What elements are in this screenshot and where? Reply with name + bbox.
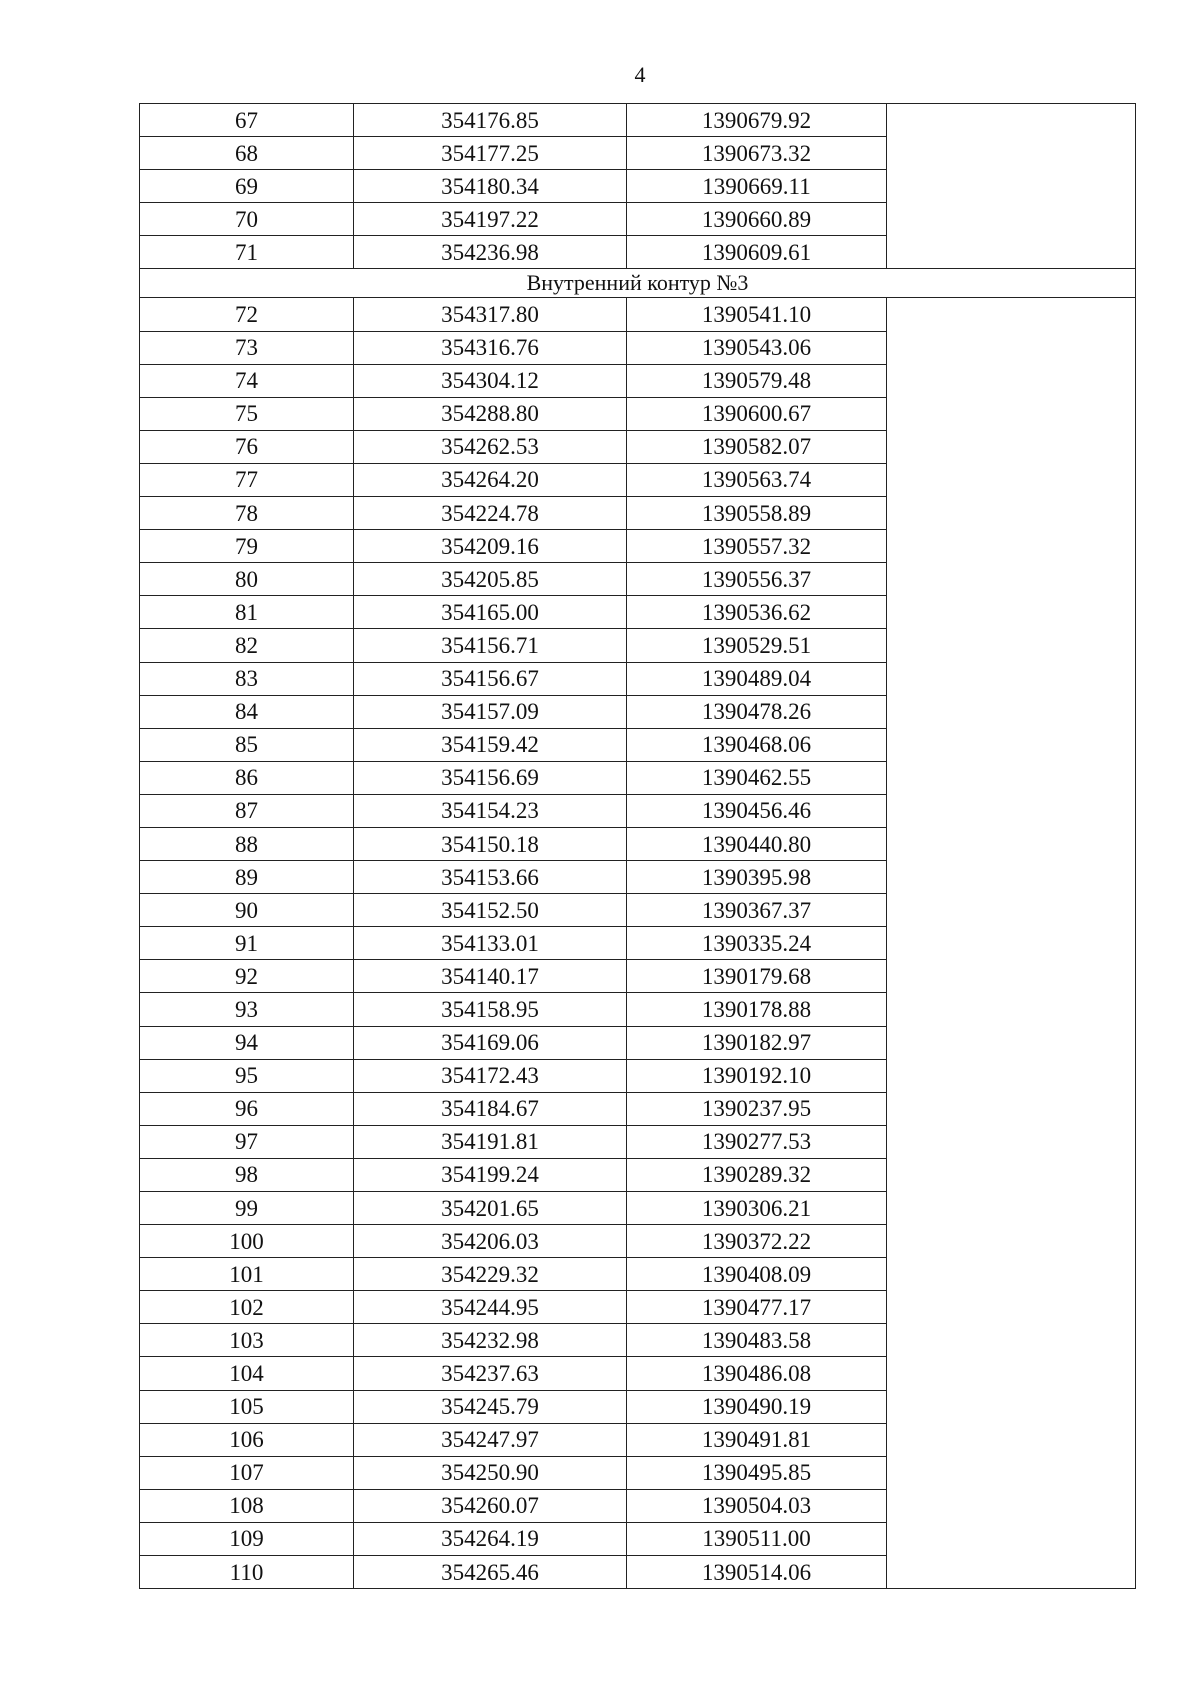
point-number-cell: 82 [140,629,354,662]
y-coordinate-cell: 1390372.22 [627,1225,887,1258]
point-number-cell: 70 [140,203,354,236]
x-coordinate-cell: 354288.80 [354,397,627,430]
point-number-cell: 92 [140,960,354,993]
y-coordinate-cell: 1390600.67 [627,397,887,430]
point-number-cell: 89 [140,861,354,894]
y-coordinate-cell: 1390335.24 [627,927,887,960]
point-number-cell: 103 [140,1324,354,1357]
y-coordinate-cell: 1390468.06 [627,728,887,761]
point-number-cell: 97 [140,1125,354,1158]
x-coordinate-cell: 354156.69 [354,761,627,794]
x-coordinate-cell: 354159.42 [354,728,627,761]
x-coordinate-cell: 354158.95 [354,993,627,1026]
section-header-row [140,269,1136,298]
point-number-cell: 85 [140,728,354,761]
x-coordinate-cell: 354153.66 [354,861,627,894]
y-coordinate-cell: 1390491.81 [627,1423,887,1456]
table-row [140,104,1136,137]
x-coordinate-cell: 354316.76 [354,331,627,364]
x-coordinate-cell: 354133.01 [354,927,627,960]
point-number-cell: 100 [140,1225,354,1258]
point-number-cell: 83 [140,662,354,695]
y-coordinate-cell: 1390182.97 [627,1026,887,1059]
y-coordinate-cell: 1390277.53 [627,1125,887,1158]
point-number-cell: 69 [140,170,354,203]
y-coordinate-cell: 1390462.55 [627,761,887,794]
point-number-cell: 73 [140,331,354,364]
point-number-cell: 95 [140,1059,354,1092]
x-coordinate-cell: 354205.85 [354,563,627,596]
x-coordinate-cell: 354165.00 [354,596,627,629]
x-coordinate-cell: 354264.19 [354,1522,627,1555]
point-number-cell: 101 [140,1258,354,1291]
x-coordinate-cell: 354237.63 [354,1357,627,1390]
y-coordinate-cell: 1390582.07 [627,430,887,463]
x-coordinate-cell: 354265.46 [354,1556,627,1589]
y-coordinate-cell: 1390679.92 [627,104,887,137]
y-coordinate-cell: 1390477.17 [627,1291,887,1324]
x-coordinate-cell: 354199.24 [354,1158,627,1191]
point-number-cell: 78 [140,497,354,530]
x-coordinate-cell: 354197.22 [354,203,627,236]
section-title: Внутренний контур №3 [140,269,1136,298]
y-coordinate-cell: 1390179.68 [627,960,887,993]
page-number: 4 [634,62,646,87]
point-number-cell: 84 [140,695,354,728]
x-coordinate-cell: 354206.03 [354,1225,627,1258]
y-coordinate-cell: 1390511.00 [627,1522,887,1555]
y-coordinate-cell: 1390478.26 [627,695,887,728]
x-coordinate-cell: 354150.18 [354,827,627,860]
point-number-cell: 104 [140,1357,354,1390]
y-coordinate-cell: 1390367.37 [627,894,887,927]
y-coordinate-cell: 1390178.88 [627,993,887,1026]
x-coordinate-cell: 354236.98 [354,236,627,269]
y-coordinate-cell: 1390395.98 [627,861,887,894]
x-coordinate-cell: 354157.09 [354,695,627,728]
table-row [140,298,1136,331]
point-number-cell: 108 [140,1489,354,1522]
y-coordinate-cell: 1390673.32 [627,137,887,170]
x-coordinate-cell: 354244.95 [354,1291,627,1324]
x-coordinate-cell: 354317.80 [354,298,627,331]
y-coordinate-cell: 1390486.08 [627,1357,887,1390]
y-coordinate-cell: 1390536.62 [627,596,887,629]
x-coordinate-cell: 354191.81 [354,1125,627,1158]
y-coordinate-cell: 1390192.10 [627,1059,887,1092]
y-coordinate-cell: 1390557.32 [627,530,887,563]
x-coordinate-cell: 354245.79 [354,1390,627,1423]
y-coordinate-cell: 1390529.51 [627,629,887,662]
y-coordinate-cell: 1390306.21 [627,1192,887,1225]
point-number-cell: 72 [140,298,354,331]
x-coordinate-cell: 354184.67 [354,1092,627,1125]
x-coordinate-cell: 354176.85 [354,104,627,137]
point-number-cell: 99 [140,1192,354,1225]
y-coordinate-cell: 1390556.37 [627,563,887,596]
point-number-cell: 105 [140,1390,354,1423]
y-coordinate-cell: 1390558.89 [627,497,887,530]
point-number-cell: 75 [140,397,354,430]
y-coordinate-cell: 1390543.06 [627,331,887,364]
point-number-cell: 90 [140,894,354,927]
x-coordinate-cell: 354169.06 [354,1026,627,1059]
y-coordinate-cell: 1390489.04 [627,662,887,695]
y-coordinate-cell: 1390504.03 [627,1489,887,1522]
notes-cell [887,298,1136,1589]
x-coordinate-cell: 354201.65 [354,1192,627,1225]
x-coordinate-cell: 354152.50 [354,894,627,927]
point-number-cell: 94 [140,1026,354,1059]
x-coordinate-cell: 354172.43 [354,1059,627,1092]
coordinates-table-body [140,104,1136,1589]
y-coordinate-cell: 1390563.74 [627,463,887,496]
point-number-cell: 91 [140,927,354,960]
y-coordinate-cell: 1390483.58 [627,1324,887,1357]
x-coordinate-cell: 354140.17 [354,960,627,993]
y-coordinate-cell: 1390237.95 [627,1092,887,1125]
x-coordinate-cell: 354156.67 [354,662,627,695]
point-number-cell: 106 [140,1423,354,1456]
x-coordinate-cell: 354232.98 [354,1324,627,1357]
x-coordinate-cell: 354209.16 [354,530,627,563]
point-number-cell: 98 [140,1158,354,1191]
x-coordinate-cell: 354304.12 [354,364,627,397]
point-number-cell: 68 [140,137,354,170]
notes-cell [887,104,1136,269]
point-number-cell: 67 [140,104,354,137]
y-coordinate-cell: 1390609.61 [627,236,887,269]
point-number-cell: 71 [140,236,354,269]
y-coordinate-cell: 1390669.11 [627,170,887,203]
point-number-cell: 93 [140,993,354,1026]
point-number-cell: 74 [140,364,354,397]
y-coordinate-cell: 1390541.10 [627,298,887,331]
y-coordinate-cell: 1390490.19 [627,1390,887,1423]
x-coordinate-cell: 354264.20 [354,463,627,496]
point-number-cell: 110 [140,1556,354,1589]
x-coordinate-cell: 354156.71 [354,629,627,662]
point-number-cell: 76 [140,430,354,463]
y-coordinate-cell: 1390660.89 [627,203,887,236]
point-number-cell: 77 [140,463,354,496]
x-coordinate-cell: 354250.90 [354,1456,627,1489]
x-coordinate-cell: 354229.32 [354,1258,627,1291]
point-number-cell: 79 [140,530,354,563]
y-coordinate-cell: 1390514.06 [627,1556,887,1589]
point-number-cell: 102 [140,1291,354,1324]
point-number-cell: 96 [140,1092,354,1125]
x-coordinate-cell: 354224.78 [354,497,627,530]
y-coordinate-cell: 1390579.48 [627,364,887,397]
x-coordinate-cell: 354247.97 [354,1423,627,1456]
y-coordinate-cell: 1390289.32 [627,1158,887,1191]
y-coordinate-cell: 1390495.85 [627,1456,887,1489]
point-number-cell: 107 [140,1456,354,1489]
point-number-cell: 88 [140,827,354,860]
point-number-cell: 86 [140,761,354,794]
point-number-cell: 109 [140,1522,354,1555]
point-number-cell: 81 [140,596,354,629]
y-coordinate-cell: 1390440.80 [627,827,887,860]
coordinates-table [139,103,1136,1589]
y-coordinate-cell: 1390456.46 [627,794,887,827]
x-coordinate-cell: 354260.07 [354,1489,627,1522]
x-coordinate-cell: 354177.25 [354,137,627,170]
point-number-cell: 80 [140,563,354,596]
x-coordinate-cell: 354180.34 [354,170,627,203]
y-coordinate-cell: 1390408.09 [627,1258,887,1291]
x-coordinate-cell: 354154.23 [354,794,627,827]
x-coordinate-cell: 354262.53 [354,430,627,463]
point-number-cell: 87 [140,794,354,827]
